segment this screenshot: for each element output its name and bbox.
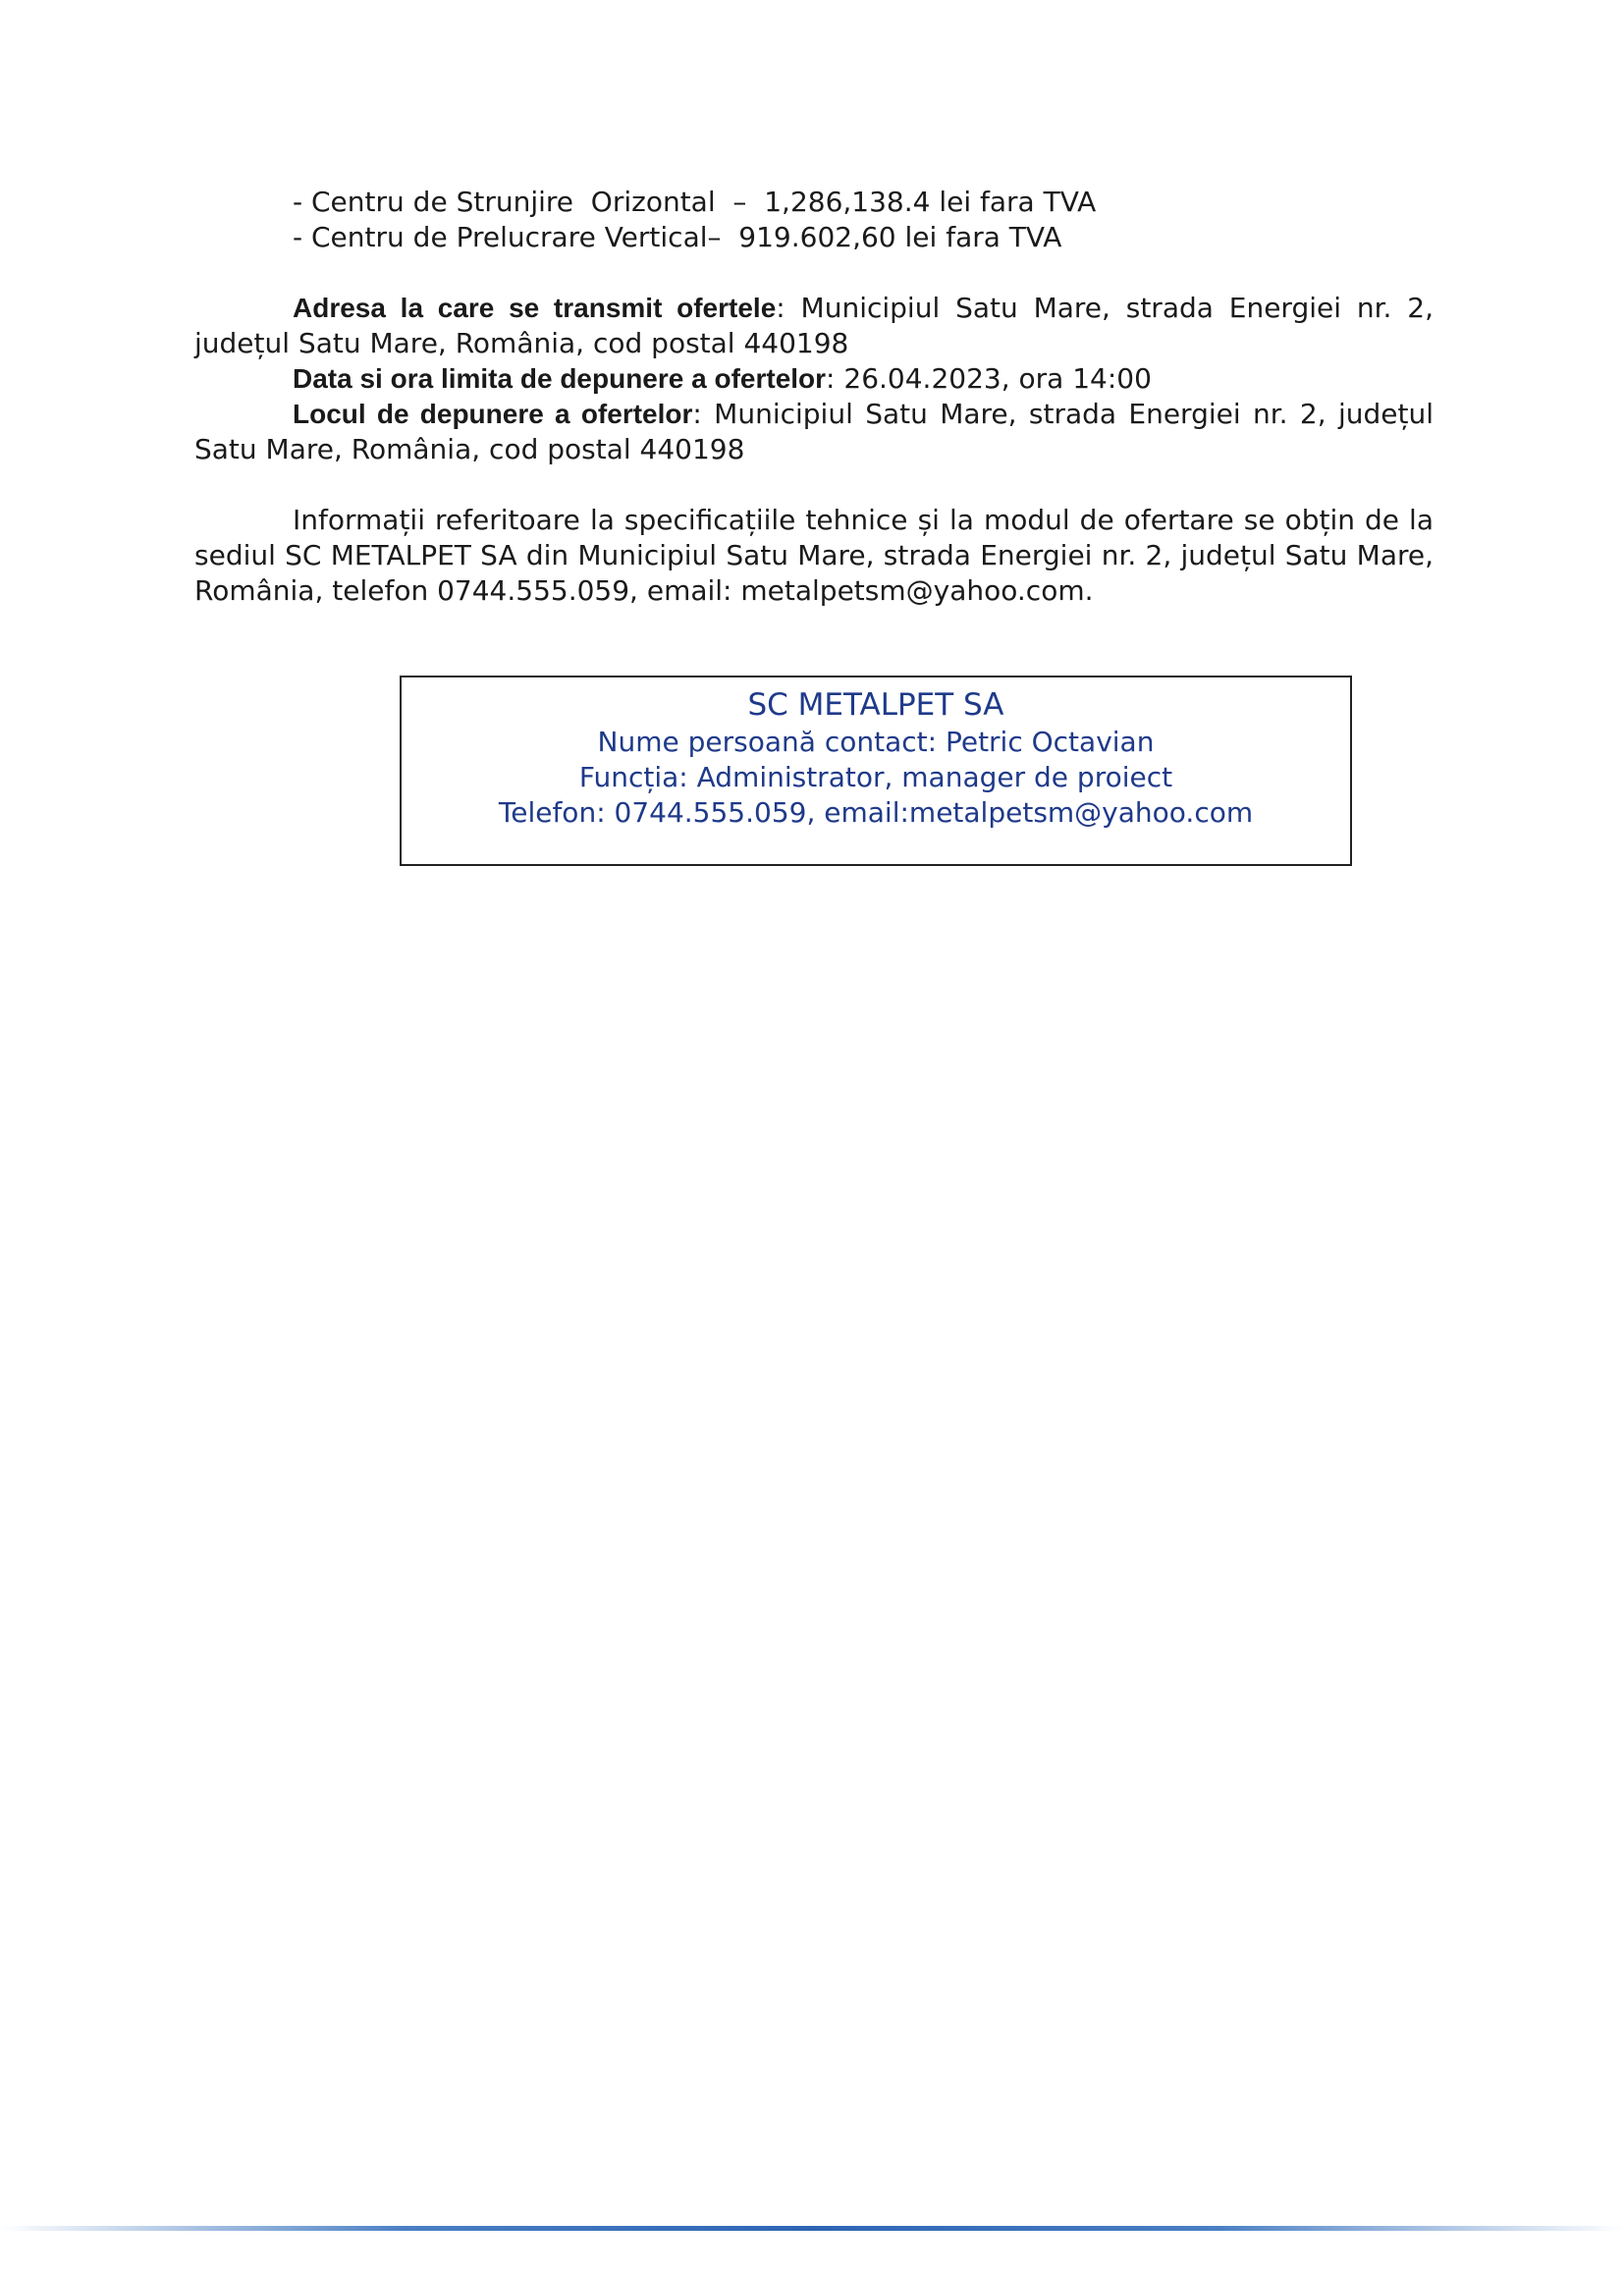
address-label: Adresa la care se transmit ofertele [293, 293, 777, 323]
contact-person: Nume persoană contact: Petric Octavian [597, 726, 1155, 758]
deadline-label: Data si ora limita de depunere a ofertelor [293, 363, 827, 394]
location-paragraph [194, 397, 1434, 467]
location-value: : Municipiul Satu Mare, strada Energiei nr. 2, județul Satu Mare, România, cod postal 440198 [194, 398, 1434, 465]
contact-phone-email: Telefon: 0744.555.059, email:metalpetsm@yahoo.com [498, 796, 1254, 829]
price-item-prelucrare: - Centru de Prelucrare Vertical– 919.602,60 lei fara TVA [293, 221, 1062, 253]
contact-role: Funcția: Administrator, manager de proiect [578, 761, 1173, 793]
spacer [194, 467, 1434, 503]
document-body [194, 185, 1434, 609]
footer-divider [0, 2226, 1624, 2231]
deadline-paragraph [194, 361, 1434, 397]
address-paragraph [194, 291, 1434, 361]
deadline-value: : 26.04.2023, ora 14:00 [826, 362, 1152, 395]
spacer [194, 255, 1434, 291]
contact-box [400, 676, 1352, 866]
location-label: Locul de depunere a ofertelor [293, 399, 693, 429]
address-value: : Municipiul Satu Mare, strada Energiei nr. 2, județul Satu Mare, România, cod postal 440198 [194, 292, 1434, 359]
info-paragraph: Informații referitoare la specificațiile tehnice și la modul de ofertare se obțin de la sediul SC METALPET SA din Municipiul Satu Mare, strada Energiei nr. 2, județul Satu Mare, România, telefon 0744.555.059, email: metalpetsm@yahoo.com. [194, 504, 1434, 607]
price-item-strunjire: - Centru de Strunjire Orizontal – 1,286,138.4 lei fara TVA [293, 186, 1097, 218]
contact-company: SC METALPET SA [747, 687, 1004, 723]
